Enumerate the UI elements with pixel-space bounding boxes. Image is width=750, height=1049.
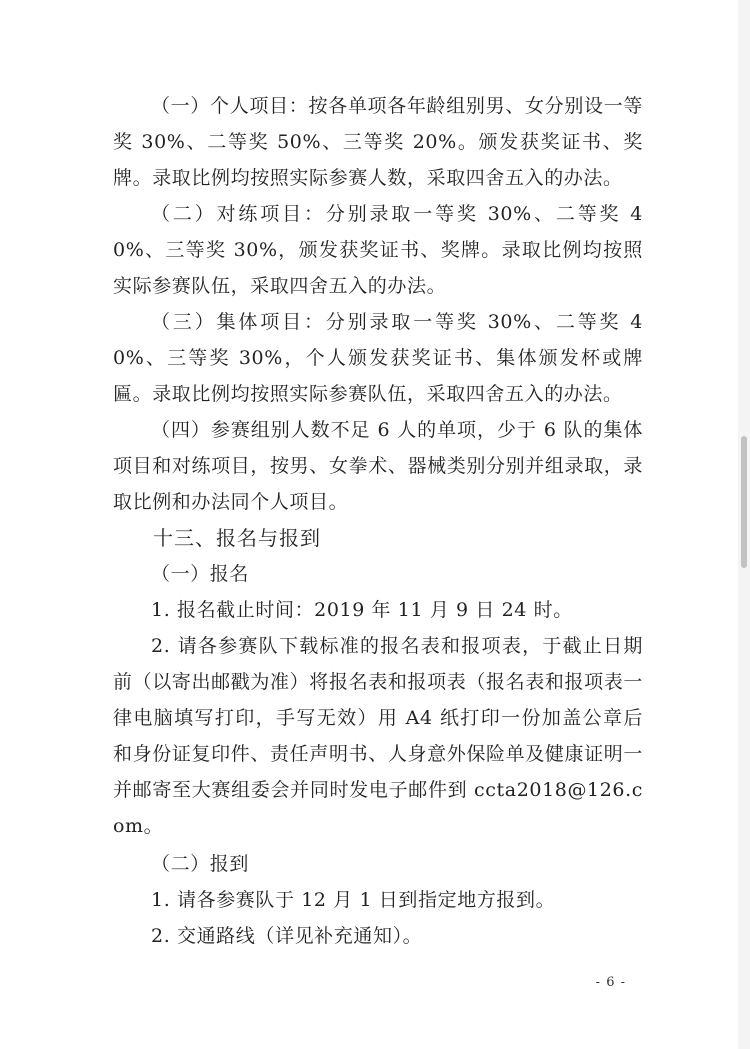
page-content: [113, 88, 643, 954]
registration-deadline: 1. 报名截止时间：2019 年 11 月 9 日 24 时。: [151, 599, 573, 621]
registration-instructions: 2. 请各参赛队下载标准的报名表和报项表，于截止日期前（以寄出邮戳为准）将报名表和报项表（报名表和报项表一律电脑填写打印，手写无效）用 A4 纸打印一份加盖公章后和身份证复印件、责任声明书、人身意外保险单及健康证明一并邮寄至大赛组委会并同时发电子邮件到 ccta2018@126.com。: [113, 635, 643, 837]
checkin-transport: 2. 交通路线（详见补充通知）。: [151, 925, 423, 947]
section-heading-registration: 十三、报名与报到: [153, 526, 321, 550]
paragraph-individual-awards: （一）个人项目：按各单项各年龄组别男、女分别设一等奖 30%、二等奖 50%、三等奖 20%。颁发获奖证书、奖牌。录取比例均按照实际参赛人数，采取四舍五入的办法。: [113, 95, 643, 189]
paragraph-duel-awards: （二）对练项目：分别录取一等奖 30%、二等奖 40%、三等奖 30%，颁发获奖证书、奖牌。录取比例均按照实际参赛队伍，采取四舍五入的办法。: [113, 203, 643, 297]
vertical-scrollbar[interactable]: [738, 0, 750, 1049]
page-number: - 6 -: [595, 975, 626, 990]
scrollbar-thumb[interactable]: [741, 436, 747, 568]
checkin-date: 1. 请各参赛队于 12 月 1 日到指定地方报到。: [151, 889, 556, 911]
paragraph-group-awards: （三）集体项目：分别录取一等奖 30%、二等奖 40%、三等奖 30%，个人颁发获奖证书、集体颁发杯或牌匾。录取比例均按照实际参赛队伍，采取四舍五入的办法。: [113, 311, 643, 405]
subheading-checkin: （二）报到: [151, 853, 250, 875]
paragraph-insufficient-entries: （四）参赛组别人数不足 6 人的单项，少于 6 队的集体项目和对练项目，按男、女拳术、器械类别分别并组录取，录取比例和办法同个人项目。: [113, 419, 643, 513]
subheading-registration: （一）报名: [151, 563, 250, 585]
